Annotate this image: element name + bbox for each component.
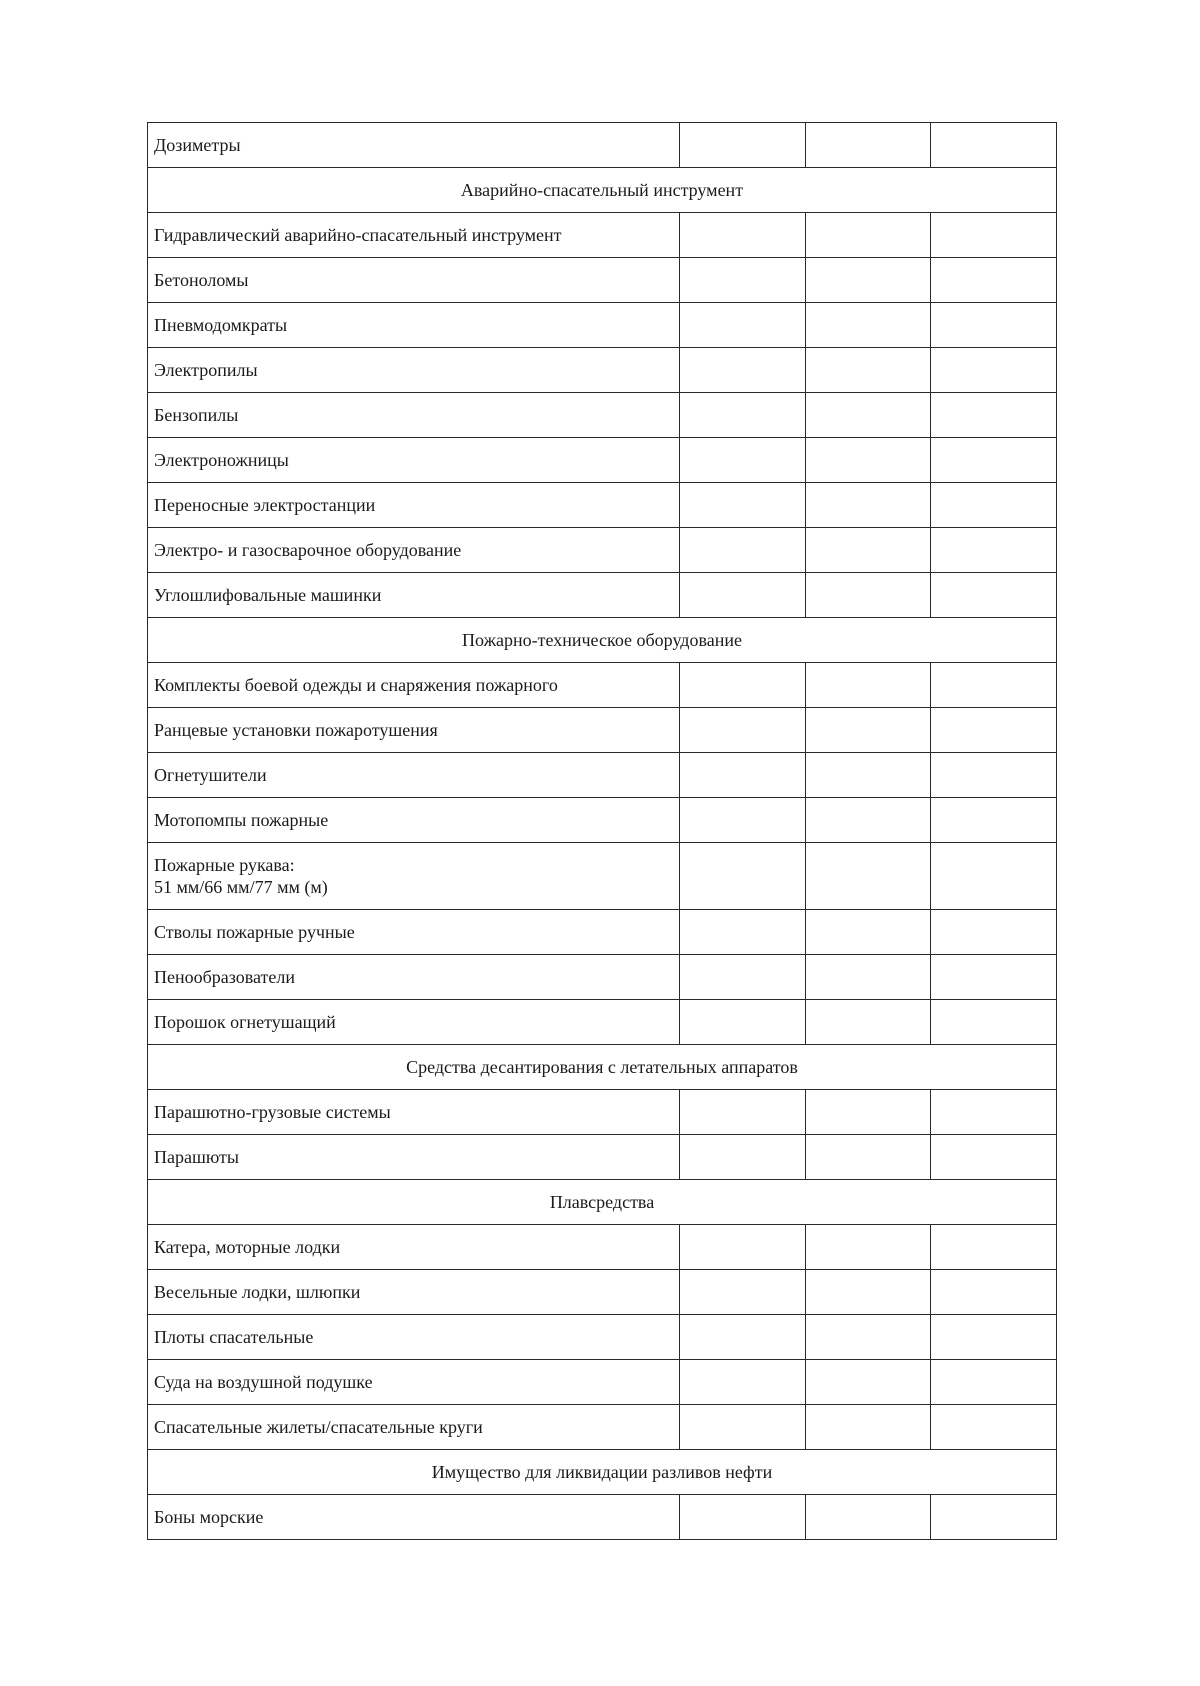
value-cell-1[interactable]	[679, 1225, 805, 1270]
value-cell-2[interactable]	[805, 1495, 931, 1540]
equipment-table	[147, 122, 1057, 1540]
value-cell-1[interactable]	[679, 663, 805, 708]
table-row	[148, 843, 1057, 910]
value-cell-3[interactable]	[931, 348, 1057, 393]
item-name-cell	[148, 1270, 680, 1315]
value-cell-1[interactable]	[679, 123, 805, 168]
value-cell-1[interactable]	[679, 1135, 805, 1180]
item-name-cell	[148, 303, 680, 348]
value-cell-1[interactable]	[679, 213, 805, 258]
equipment-table-body	[148, 123, 1057, 1540]
table-row	[148, 438, 1057, 483]
item-name: Парашютно-грузовые системы	[154, 1102, 391, 1122]
value-cell-2[interactable]	[805, 910, 931, 955]
value-cell-3[interactable]	[931, 258, 1057, 303]
item-name-cell	[148, 663, 680, 708]
value-cell-1[interactable]	[679, 1360, 805, 1405]
value-cell-3[interactable]	[931, 798, 1057, 843]
value-cell-3[interactable]	[931, 1135, 1057, 1180]
value-cell-3[interactable]	[931, 708, 1057, 753]
value-cell-2[interactable]	[805, 843, 931, 910]
value-cell-1[interactable]	[679, 303, 805, 348]
value-cell-3[interactable]	[931, 438, 1057, 483]
item-name: Дозиметры	[154, 135, 241, 155]
value-cell-2[interactable]	[805, 1225, 931, 1270]
item-name: Мотопомпы пожарные	[154, 810, 329, 830]
value-cell-2[interactable]	[805, 708, 931, 753]
value-cell-3[interactable]	[931, 910, 1057, 955]
section-header: Плавсредства	[148, 1180, 1057, 1225]
value-cell-1[interactable]	[679, 393, 805, 438]
table-row	[148, 955, 1057, 1000]
value-cell-3[interactable]	[931, 1000, 1057, 1045]
item-name-cell	[148, 438, 680, 483]
item-name-cell	[148, 753, 680, 798]
table-row	[148, 1000, 1057, 1045]
item-name: Ранцевые установки пожаротушения	[154, 720, 438, 740]
table-row	[148, 528, 1057, 573]
item-name-cell	[148, 528, 680, 573]
value-cell-3[interactable]	[931, 1090, 1057, 1135]
value-cell-2[interactable]	[805, 258, 931, 303]
table-row	[148, 753, 1057, 798]
item-name-cell	[148, 1405, 680, 1450]
table-row	[148, 1090, 1057, 1135]
item-name: Пневмодомкраты	[154, 315, 288, 335]
value-cell-2[interactable]	[805, 663, 931, 708]
value-cell-1[interactable]	[679, 483, 805, 528]
value-cell-1[interactable]	[679, 1315, 805, 1360]
item-name-detail: 51 мм/66 мм/77 мм (м)	[154, 877, 328, 897]
value-cell-1[interactable]	[679, 528, 805, 573]
value-cell-3[interactable]	[931, 483, 1057, 528]
item-name: Пожарные рукава:	[154, 855, 295, 875]
item-name: Электроножницы	[154, 450, 289, 470]
section-header: Имущество для ликвидации разливов нефти	[148, 1450, 1057, 1495]
value-cell-1[interactable]	[679, 348, 805, 393]
value-cell-2[interactable]	[805, 1315, 931, 1360]
value-cell-1[interactable]	[679, 1405, 805, 1450]
item-name-cell	[148, 348, 680, 393]
section-header-row	[148, 1180, 1057, 1225]
table-row	[148, 1495, 1057, 1540]
value-cell-2[interactable]	[805, 1000, 931, 1045]
table-row	[148, 1225, 1057, 1270]
item-name-cell	[148, 123, 680, 168]
section-header: Аварийно-спасательный инструмент	[148, 168, 1057, 213]
item-name-cell	[148, 1315, 680, 1360]
table-row	[148, 1315, 1057, 1360]
value-cell-1[interactable]	[679, 258, 805, 303]
table-row	[148, 1405, 1057, 1450]
item-name-cell	[148, 708, 680, 753]
value-cell-1[interactable]	[679, 573, 805, 618]
value-cell-2[interactable]	[805, 955, 931, 1000]
section-header-row	[148, 1450, 1057, 1495]
value-cell-3[interactable]	[931, 303, 1057, 348]
value-cell-3[interactable]	[931, 1405, 1057, 1450]
item-name: Гидравлический аварийно-спасательный инструмент	[154, 225, 562, 245]
value-cell-3[interactable]	[931, 753, 1057, 798]
item-name-cell	[148, 955, 680, 1000]
value-cell-1[interactable]	[679, 1495, 805, 1540]
table-row	[148, 663, 1057, 708]
item-name: Весельные лодки, шлюпки	[154, 1282, 361, 1302]
item-name: Бензопилы	[154, 405, 239, 425]
table-row	[148, 123, 1057, 168]
item-name: Пенообразователи	[154, 967, 296, 987]
table-row	[148, 573, 1057, 618]
value-cell-3[interactable]	[931, 663, 1057, 708]
table-row	[148, 483, 1057, 528]
table-row	[148, 910, 1057, 955]
value-cell-1[interactable]	[679, 798, 805, 843]
item-name: Суда на воздушной подушке	[154, 1372, 373, 1392]
item-name-cell	[148, 213, 680, 258]
value-cell-2[interactable]	[805, 1090, 931, 1135]
table-row	[148, 1135, 1057, 1180]
value-cell-3[interactable]	[931, 843, 1057, 910]
item-name: Спасательные жилеты/спасательные круги	[154, 1417, 483, 1437]
item-name: Боны морские	[154, 1507, 264, 1527]
item-name: Стволы пожарные ручные	[154, 922, 355, 942]
section-header-row	[148, 618, 1057, 663]
value-cell-2[interactable]	[805, 1270, 931, 1315]
item-name-cell	[148, 1135, 680, 1180]
value-cell-1[interactable]	[679, 910, 805, 955]
item-name: Комплекты боевой одежды и снаряжения пожарного	[154, 675, 558, 695]
value-cell-3[interactable]	[931, 1225, 1057, 1270]
item-name: Переносные электростанции	[154, 495, 376, 515]
value-cell-1[interactable]	[679, 1270, 805, 1315]
value-cell-1[interactable]	[679, 843, 805, 910]
section-header: Средства десантирования с летательных аппаратов	[148, 1045, 1057, 1090]
table-row	[148, 1270, 1057, 1315]
value-cell-3[interactable]	[931, 123, 1057, 168]
value-cell-2[interactable]	[805, 1360, 931, 1405]
item-name: Электропилы	[154, 360, 258, 380]
section-header: Пожарно-техническое оборудование	[148, 618, 1057, 663]
value-cell-2[interactable]	[805, 573, 931, 618]
item-name-cell	[148, 1360, 680, 1405]
value-cell-2[interactable]	[805, 303, 931, 348]
value-cell-3[interactable]	[931, 1360, 1057, 1405]
item-name-cell	[148, 1090, 680, 1135]
item-name: Бетоноломы	[154, 270, 249, 290]
value-cell-3[interactable]	[931, 1495, 1057, 1540]
value-cell-3[interactable]	[931, 528, 1057, 573]
value-cell-2[interactable]	[805, 123, 931, 168]
table-row	[148, 303, 1057, 348]
value-cell-1[interactable]	[679, 438, 805, 483]
item-name-cell	[148, 483, 680, 528]
item-name-cell	[148, 1000, 680, 1045]
value-cell-1[interactable]	[679, 1000, 805, 1045]
value-cell-2[interactable]	[805, 213, 931, 258]
value-cell-2[interactable]	[805, 1405, 931, 1450]
value-cell-1[interactable]	[679, 708, 805, 753]
item-name-cell	[148, 910, 680, 955]
item-name-cell	[148, 573, 680, 618]
item-name-cell	[148, 1495, 680, 1540]
value-cell-2[interactable]	[805, 798, 931, 843]
item-name-cell	[148, 843, 680, 910]
value-cell-3[interactable]	[931, 213, 1057, 258]
value-cell-1[interactable]	[679, 1090, 805, 1135]
value-cell-3[interactable]	[931, 393, 1057, 438]
table-row	[148, 798, 1057, 843]
value-cell-1[interactable]	[679, 753, 805, 798]
value-cell-1[interactable]	[679, 955, 805, 1000]
value-cell-3[interactable]	[931, 573, 1057, 618]
table-row	[148, 393, 1057, 438]
table-row	[148, 1360, 1057, 1405]
table-row	[148, 213, 1057, 258]
value-cell-2[interactable]	[805, 483, 931, 528]
item-name: Парашюты	[154, 1147, 240, 1167]
item-name-cell	[148, 258, 680, 303]
item-name-cell	[148, 798, 680, 843]
value-cell-3[interactable]	[931, 1315, 1057, 1360]
item-name: Плоты спасательные	[154, 1327, 314, 1347]
value-cell-3[interactable]	[931, 955, 1057, 1000]
item-name: Углошлифовальные машинки	[154, 585, 382, 605]
value-cell-2[interactable]	[805, 393, 931, 438]
item-name: Огнетушители	[154, 765, 267, 785]
value-cell-2[interactable]	[805, 348, 931, 393]
section-header-row	[148, 168, 1057, 213]
value-cell-2[interactable]	[805, 528, 931, 573]
item-name: Порошок огнетушащий	[154, 1012, 336, 1032]
table-row	[148, 258, 1057, 303]
value-cell-2[interactable]	[805, 438, 931, 483]
section-header-row	[148, 1045, 1057, 1090]
item-name: Катера, моторные лодки	[154, 1237, 341, 1257]
table-row	[148, 708, 1057, 753]
table-row	[148, 348, 1057, 393]
value-cell-2[interactable]	[805, 1135, 931, 1180]
item-name-cell	[148, 1225, 680, 1270]
item-name: Электро- и газосварочное оборудование	[154, 540, 462, 560]
item-name-cell	[148, 393, 680, 438]
value-cell-3[interactable]	[931, 1270, 1057, 1315]
value-cell-2[interactable]	[805, 753, 931, 798]
